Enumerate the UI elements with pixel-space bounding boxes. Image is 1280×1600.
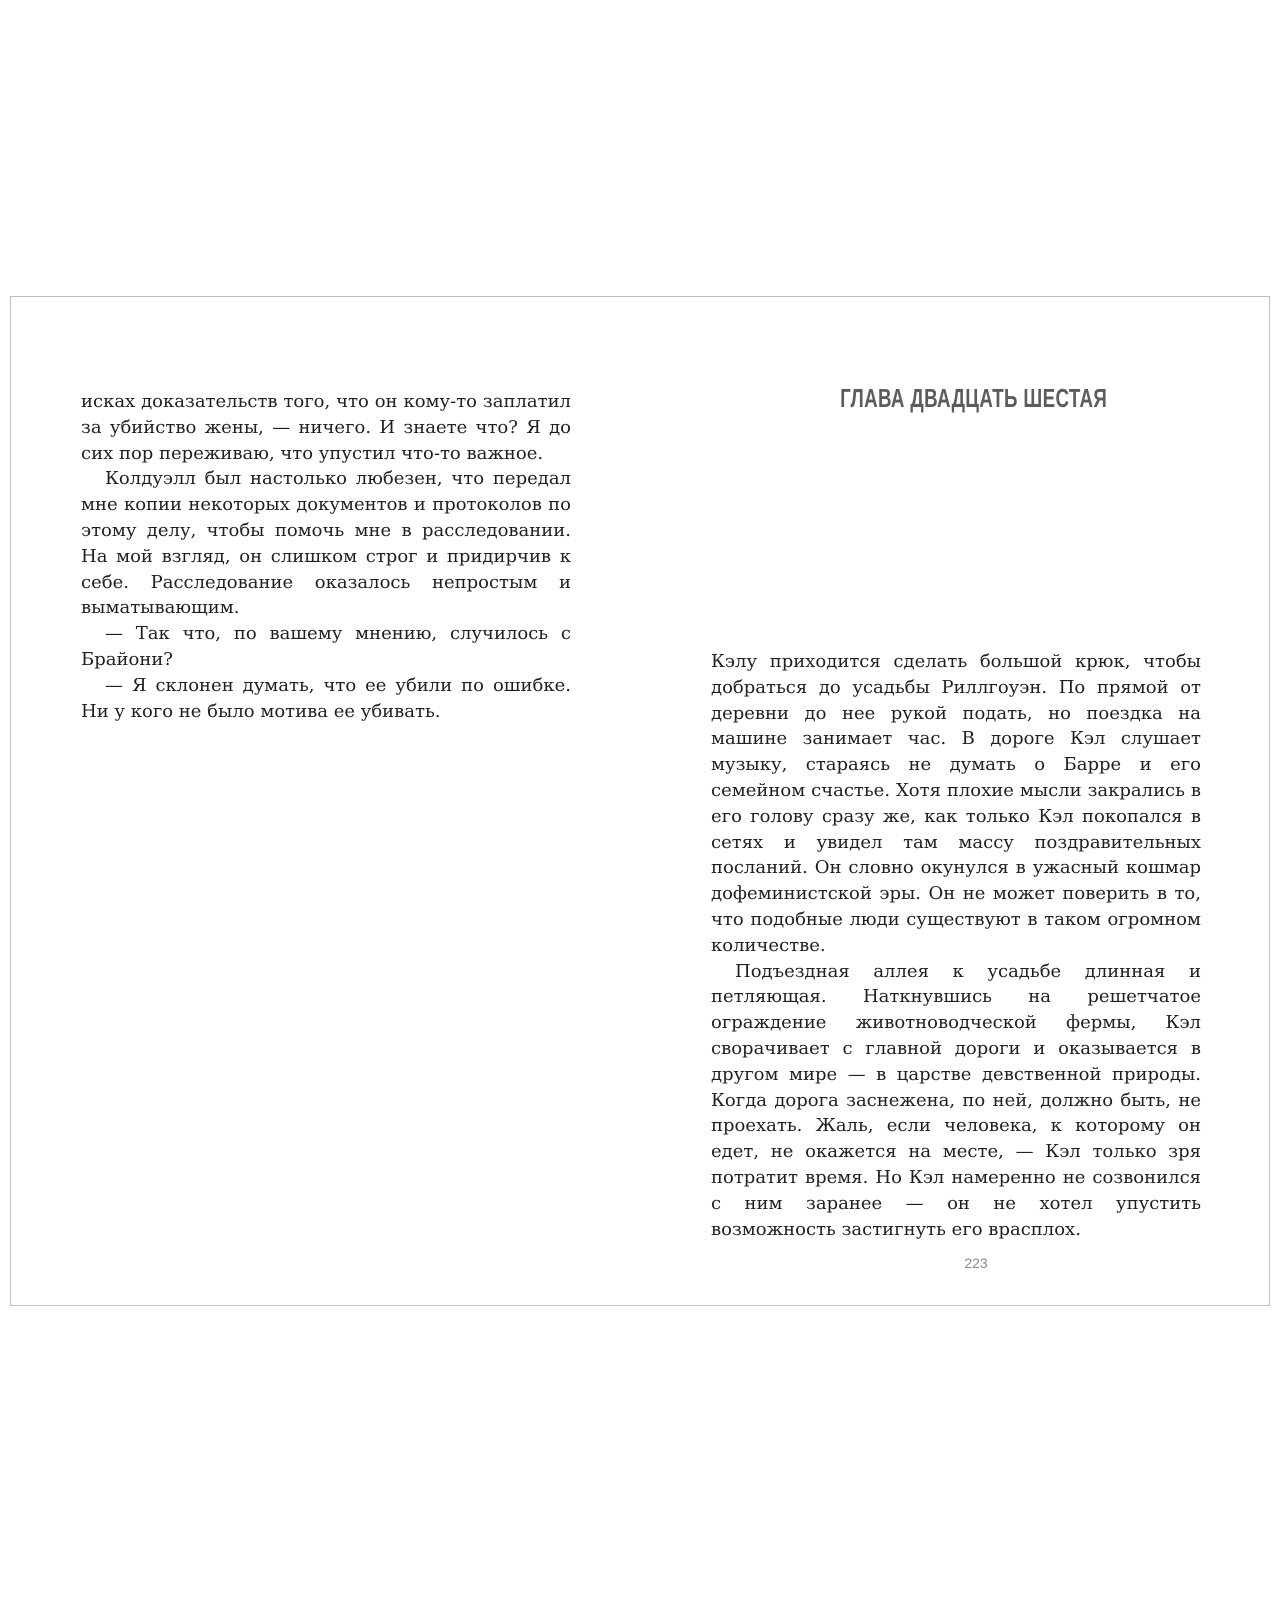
paragraph: исках доказательств того, что он кому-то заплатил за убийство жены, — ничего. И знаете что? Я до сих пор переживаю, что упустил что-то важное.: [81, 391, 571, 464]
paragraph: — Я склонен думать, что ее убили по ошибке. Ни у кого не было мотива ее убивать.: [81, 674, 571, 722]
right-page: [641, 297, 1271, 1305]
paragraph: Кэлу приходится сделать большой крюк, чтобы добраться до усадьбы Риллгоуэн. По прямой от деревни до нее рукой подать, но поездка на машине занимает час. В дороге Кэл слушает музыку, стараясь не думать о Барре и его семейном счастье. Хотя плохие мысли закрались в его голову сразу же, как только Кэл покопался в сетях и увидел там массу поздравительных посланий. Он словно окунулся в ужасный кошмар дофеминистской эры. Он не может поверить в то, что подобные люди существуют в таком огромном количестве.: [711, 651, 1201, 956]
page-number: 223: [964, 1255, 988, 1271]
left-page-text: [81, 389, 571, 724]
paragraph: — Так что, по вашему мнению, случилось с Брайони?: [81, 623, 571, 670]
right-page-text: [711, 649, 1201, 1242]
left-page: [11, 297, 641, 1305]
book-spread: [10, 296, 1270, 1306]
paragraph: Подъездная аллея к усадьбе длинная и петляющая. Наткнувшись на решетчатое ограждение животноводческой фермы, Кэл сворачивает с главной дороги и оказывается в другом мире — в царстве девственной природы. Когда дорога заснежена, по ней, должно быть, не проехать. Жаль, если человека, к которому он едет, не окажется на месте, — Кэл только зря потратит время. Но Кэл намеренно не созвонился с ним заранее — он не хотел упустить возможность застигнуть его врасплох.: [711, 960, 1201, 1240]
chapter-title: ГЛАВА ДВАДЦАТЬ ШЕСТАЯ: [840, 383, 1108, 413]
paragraph: Колдуэлл был настолько любезен, что передал мне копии некоторых документов и протоколов по этому делу, чтобы помочь мне в расследовании. На мой взгляд, он слишком строг и придирчив к себе. Расследование оказалось непростым и выматывающим.: [81, 468, 571, 619]
